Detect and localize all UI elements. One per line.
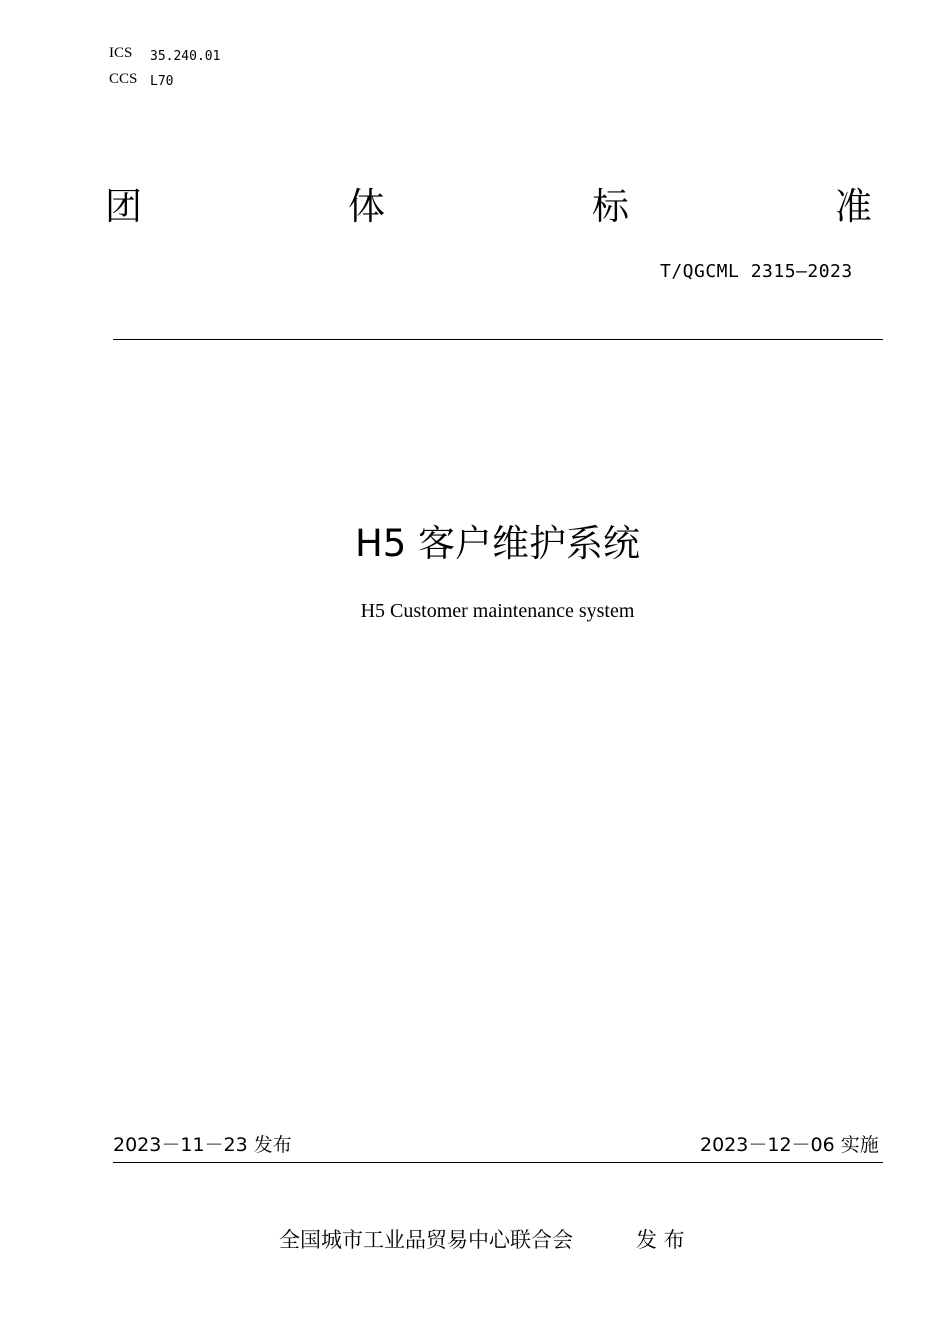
publisher-name: 全国城市工业品贸易中心联合会 (279, 1228, 573, 1252)
document-title-en: H5 Customer maintenance system (360, 600, 635, 622)
implementation-date: 2023－12－06 实施 (700, 1134, 879, 1156)
footer-divider (113, 1162, 883, 1163)
publisher-action: 发 布 (636, 1228, 685, 1252)
standard-number: T/QGCML 2315—2023 (660, 261, 853, 282)
ccs-value: L70 (150, 74, 174, 89)
standard-type-char-1: 团 (105, 185, 142, 228)
standard-type-char-4: 准 (835, 185, 872, 228)
ics-value: 35.240.01 (150, 49, 221, 64)
header-divider (113, 339, 883, 340)
standard-type-char-3: 标 (592, 185, 629, 228)
document-title-cn: H5 客户维护系统 (354, 522, 641, 565)
ccs-label: CCS (109, 71, 138, 87)
release-date: 2023－11－23 发布 (113, 1134, 292, 1156)
standard-type-char-2: 体 (348, 185, 385, 228)
ics-label: ICS (109, 45, 133, 61)
